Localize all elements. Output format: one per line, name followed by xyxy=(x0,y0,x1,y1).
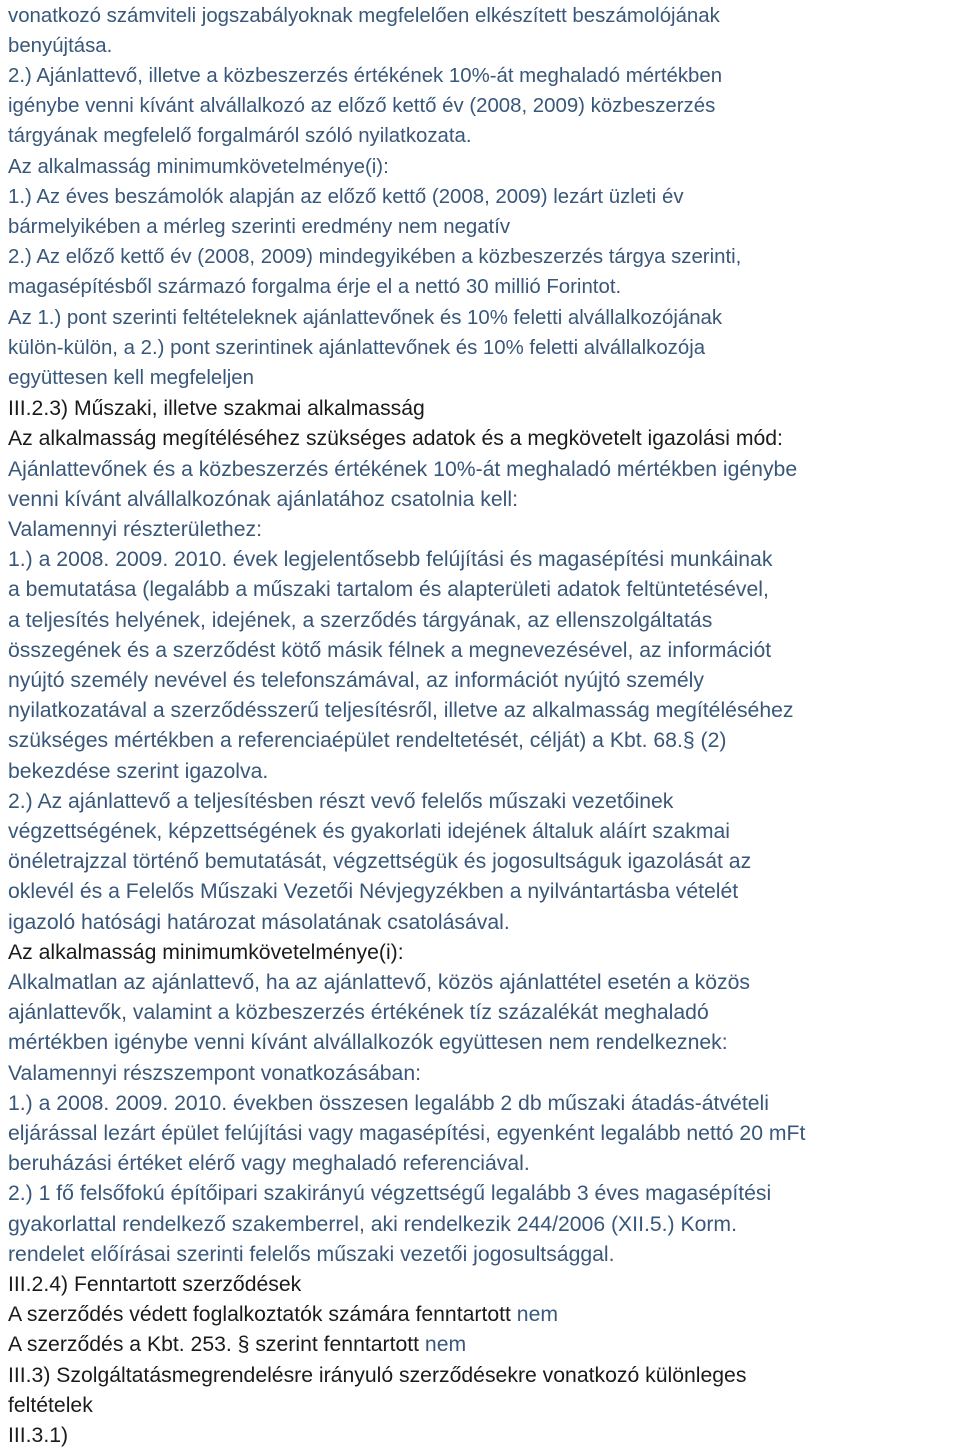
text-line xyxy=(8,1031,728,1055)
text-run: a bemutatása (legalább a műszaki tartalom és alapterületi adatok feltüntetésével, xyxy=(8,578,769,602)
text-line xyxy=(8,1001,709,1025)
text-run: benyújtása. xyxy=(8,34,113,57)
text-run: 2.) Az ajánlattevő a teljesítésben részt vevő felelős műszaki vezetőinek xyxy=(8,789,674,813)
text-run: a teljesítés helyének, idejének, a szerződés tárgyának, az ellenszolgáltatás xyxy=(8,608,713,632)
text-line xyxy=(8,1333,466,1357)
text-line xyxy=(8,397,425,421)
text-run: III.3) Szolgáltatásmegrendelésre irányuló szerződésekre vonatkozó különleges xyxy=(8,1363,747,1387)
text-line xyxy=(8,1303,558,1327)
text-run: III.2.4) Fenntartott szerződések xyxy=(8,1272,302,1296)
text-line xyxy=(8,95,715,118)
text-line xyxy=(8,1394,93,1418)
text-run: önéletrajzzal történő bemutatását, végzettségük és jogosultságuk igazolását az xyxy=(8,850,752,874)
text-run: nem xyxy=(516,1303,558,1327)
text-line xyxy=(8,125,472,148)
text-line xyxy=(8,911,510,935)
text-run: Az alkalmasság minimumkövetelménye(i): xyxy=(8,940,404,964)
text-line xyxy=(8,337,705,360)
text-run: Az 1.) pont szerinti feltételeknek ajánlattevőnek és 10% feletti alvállalkozójának xyxy=(8,306,723,329)
text-line xyxy=(8,1182,771,1206)
text-line xyxy=(8,941,404,965)
text-line xyxy=(8,1092,769,1116)
text-line xyxy=(8,518,262,542)
text-line xyxy=(8,971,750,995)
text-run: beruházási értéket elérő vagy meghaladó referenciával. xyxy=(8,1152,530,1176)
text-run: III.2.3) Műszaki, illetve szakmai alkalmasság xyxy=(8,397,425,421)
text-run: venni kívánt alvállalkozónak ajánlatához csatolnia kell: xyxy=(8,487,518,511)
text-line xyxy=(8,246,741,269)
text-line xyxy=(8,578,769,602)
text-run: Valamennyi részterülethez: xyxy=(8,517,262,541)
text-run: Ajánlattevőnek és a közbeszerzés értékének 10%-át meghaladó mértékben igénybe xyxy=(8,457,798,481)
text-run: igazoló hatósági határozat másolatának csatolásával. xyxy=(8,910,510,934)
text-line xyxy=(8,880,738,904)
text-run: mértékben igénybe venni kívánt alvállalkozók együttesen nem rendelkeznek: xyxy=(8,1031,728,1055)
text-run: A szerződés védett foglalkoztatók számára fenntartott xyxy=(8,1303,517,1327)
text-line xyxy=(8,458,797,482)
text-line xyxy=(8,760,268,784)
text-run: vonatkozó számviteli jogszabályoknak megfelelően elkészített beszámolójának xyxy=(8,4,720,27)
text-run: rendelet előírásai szerinti felelős műszaki vezetői jogosultsággal. xyxy=(8,1242,615,1266)
text-line xyxy=(8,850,751,874)
text-line xyxy=(8,609,712,633)
text-line xyxy=(8,1122,805,1146)
text-line xyxy=(8,216,510,239)
text-run: 1.) a 2008. 2009. 2010. években összesen legalább 2 db műszaki átadás-átvételi xyxy=(8,1091,769,1115)
text-line xyxy=(8,488,518,512)
text-line xyxy=(8,790,673,814)
text-run: Alkalmatlan az ajánlattevő, ha az ajánlattevő, közös ajánlattétel esetén a közös xyxy=(8,970,751,994)
text-line xyxy=(8,548,772,572)
text-run: bekezdése szerint igazolva. xyxy=(8,759,269,783)
text-run: magasépítésből származó forgalma érje el a nettó 30 millió Forintot. xyxy=(8,276,622,299)
text-line xyxy=(8,639,771,663)
text-run: gyakorlattal rendelkező szakemberrel, aki rendelkezik 244/2006 (XII.5.) Korm. xyxy=(8,1212,737,1236)
text-run: 1.) a 2008. 2009. 2010. évek legjelentősebb felújítási és magasépítési munkáinak xyxy=(8,548,773,572)
text-run: nyilatkozatával a szerződésszerű teljesítésről, illetve az alkalmasság megítéléséhez xyxy=(8,699,794,723)
text-run: oklevél és a Felelős Műszaki Vezetői Névjegyzékben a nyilvántartásba vételét xyxy=(8,880,739,904)
text-line xyxy=(8,1273,301,1297)
text-line xyxy=(8,1243,615,1267)
text-run: 2.) 1 fő felsőfokú építőipari szakirányú végzettségű legalább 3 éves magasépítési xyxy=(8,1182,772,1206)
text-line xyxy=(8,427,783,451)
text-line xyxy=(8,186,684,209)
text-run: A szerződés a Kbt. 253. § szerint fenntartott xyxy=(8,1333,425,1357)
text-line xyxy=(8,669,704,693)
text-run: szükséges mértékben a referenciaépület rendeltetését, célját) a Kbt. 68.§ (2) xyxy=(8,729,727,753)
text-run: III.3.1) xyxy=(8,1423,69,1447)
text-line xyxy=(8,820,730,844)
text-line xyxy=(8,156,389,179)
text-run: feltételek xyxy=(8,1393,93,1417)
text-run: Az alkalmasság megítéléséhez szükséges adatok és a megkövetelt igazolási mód: xyxy=(8,427,783,451)
text-run: nyújtó személy nevével és telefonszámával, az információt nyújtó személy xyxy=(8,668,704,692)
text-run: igénybe venni kívánt alvállalkozó az előző kettő év (2008, 2009) közbeszerzés xyxy=(8,95,716,118)
text-run: 1.) Az éves beszámolók alapján az előző kettő (2008, 2009) lezárt üzleti év xyxy=(8,185,684,208)
text-line xyxy=(8,1062,421,1086)
text-run: bármelyikében a mérleg szerinti eredmény nem negatív xyxy=(8,215,511,238)
text-run: nem xyxy=(424,1333,467,1357)
text-line xyxy=(8,729,726,753)
text-line xyxy=(8,367,254,390)
text-line xyxy=(8,65,722,88)
text-run: végzettségének, képzettségének és gyakorlati idejének általuk aláírt szakmai xyxy=(8,819,730,843)
text-line xyxy=(8,1152,530,1176)
text-run: 2.) Az előző kettő év (2008, 2009) mindegyikében a közbeszerzés tárgya szerinti, xyxy=(8,246,742,269)
text-run: összegének és a szerződést kötő másik félnek a megnevezésével, az információt xyxy=(8,638,772,662)
text-run: 2.) Ajánlattevő, illetve a közbeszerzés értékének 10%-át meghaladó mértékben xyxy=(8,64,723,87)
text-run: tárgyának megfelelő forgalmáról szóló nyilatkozata. xyxy=(8,125,472,148)
text-line xyxy=(8,35,112,58)
text-run: külön-külön, a 2.) pont szerintinek ajánlattevőnek és 10% feletti alvállalkozója xyxy=(8,336,706,359)
text-line xyxy=(8,1424,68,1448)
text-run: Valamennyi részszempont vonatkozásában: xyxy=(8,1061,421,1085)
text-run: eljárással lezárt épület felújítási vagy magasépítési, egyenként legalább nettó 20 mFt xyxy=(8,1121,806,1145)
text-line xyxy=(8,1213,737,1237)
text-line xyxy=(8,1364,746,1388)
text-line xyxy=(8,307,722,330)
text-run: ajánlattevők, valamint a közbeszerzés értékének tíz százalékát meghaladó xyxy=(8,1001,709,1025)
text-line xyxy=(8,276,621,299)
text-line xyxy=(8,699,794,723)
text-line xyxy=(8,5,720,28)
text-run: együttesen kell megfeleljen xyxy=(8,366,254,389)
text-run: Az alkalmasság minimumkövetelménye(i): xyxy=(8,155,389,178)
